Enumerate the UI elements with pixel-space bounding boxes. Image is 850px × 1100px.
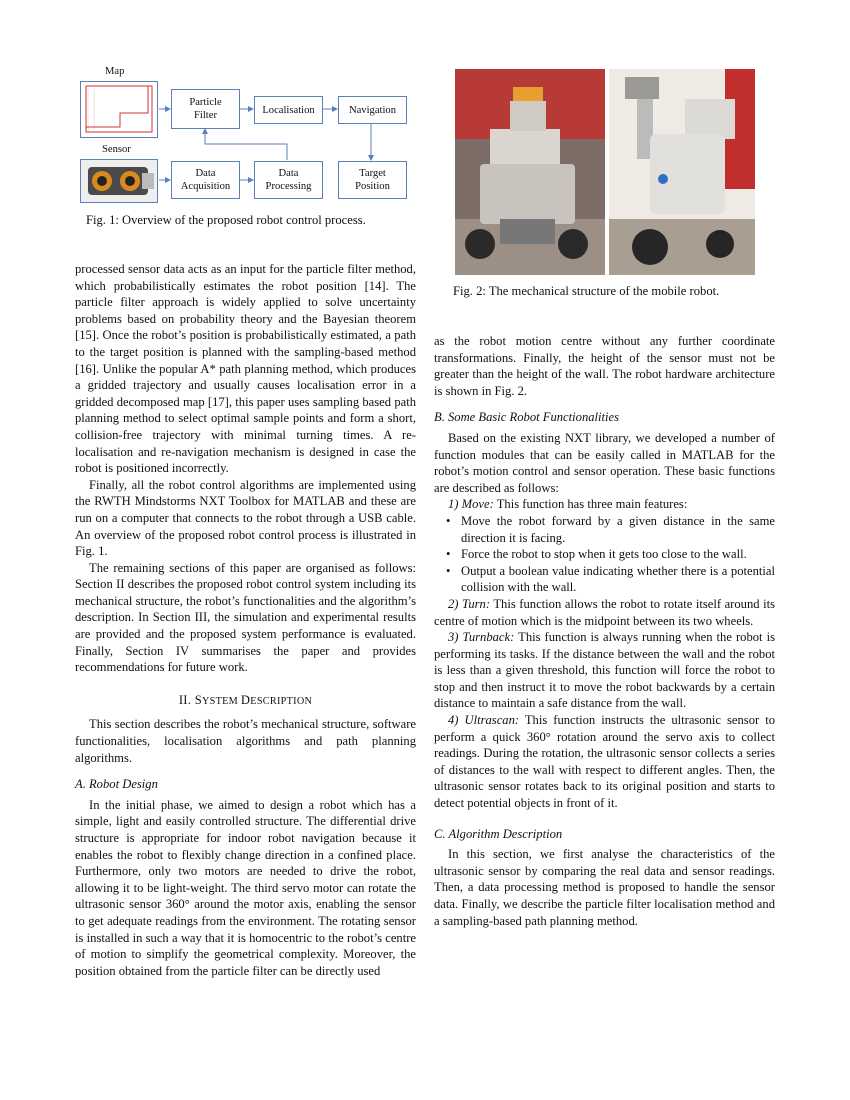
data-processing-box: Data Processing [254, 161, 323, 199]
paragraph: In this section, we first analyse the characteristics of the ultrasonic sensor by comparing the real data and sensor readings. Then, a data processing method is proposed to handle the sensor data. Finally, we describe the particle filter localisation method and a sampling-based path planning method. [434, 847, 775, 928]
paragraph: processed sensor data acts as an input for the particle filter method, which probabilistically estimates the robot position [14]. The particle filter approach is widely applied to solve uncertainty problems based on probability theory and the Bayesian theorem [15]. Once the robot’s position is probabilistically estimated, a path to the target position is planned with the sampling-based method [16]. Unlike the popular A* path planning method, which produces a gridded trajectory and usually causes localisation error in a gridded decomposed map [17], this paper uses sampling based path planning method to select optimal sample points and form a short, collision-free trajectory with minimal turning times. A re-localisation and re-navigation mechanism is designed in case the robot is positioned incorrectly. [75, 262, 416, 476]
robot-photo [455, 69, 755, 275]
paragraph [434, 712, 775, 812]
paragraph: In the initial phase, we aimed to design a robot which has a simple, light and easily controlled structure. The differential drive structure is appropriate for indoor robot navigation because it enables the robot to flexibly change direction in a confined place. Furthermore, only two motors are needed to drive the robot, allowing it to be light-weight. The third servo motor can rotate the ultrasonic sensor 360° around the motor axis, enabling the sensor to get adequate readings from the environment. The rotating sensor is installed in such a way that it is homocentric to the robot’s centre of motion to simplify the geometrical complexity. Moreover, the position obtained from the particle filter can be directly used [75, 797, 416, 978]
function-text: This function allows the robot to rotate itself around its centre of motion which is the midpoint between its two wheels. [434, 596, 776, 628]
figure-2-photo [455, 69, 755, 275]
navigation-box: Navigation [338, 96, 407, 124]
section-number: II. [178, 692, 195, 707]
paragraph: as the robot motion centre without any further coordinate transformations. Finally, the height of the sensor must not be greater than the height of the wall. The robot hardware architecture is shown in Fig. 2. [434, 334, 775, 398]
figure-1-arrows [75, 62, 420, 212]
data-acquisition-box: Data Acquisition [171, 161, 240, 199]
paragraph: The remaining sections of this paper are organised as follows: Section II describes the proposed robot control system including its mechanical structure, the robot’s functionalities and the algorithm’s description. In Section III, the simulation and experimental results are provided and the proposed system performance is evaluated. Finally, Section IV summarises the paper and provides recommendations for future work. [75, 560, 416, 675]
paragraph: Based on the existing NXT library, we developed a number of function modules that can be easily called in MATLAB for the robot’s motion control and sensor operation. These basic functions are described as follows: [434, 430, 775, 495]
list-item: • Force the robot to stop when it gets too close to the wall. [461, 546, 775, 563]
function-title: 4) Ultrascan: [448, 713, 520, 728]
paragraph [434, 629, 775, 712]
function-title: 3) Turnback: [448, 630, 515, 645]
figure-1-caption: Fig. 1: Overview of the proposed robot control process. [86, 213, 366, 227]
function-text: This function is always running when the robot is performing its tasks. If the distance between the wall and the robot is less than a given threshold, this function will force the robot to stop and then instruct it to move the robot backwards by a certain distance to maintain a safe distance from the wall. [434, 630, 775, 711]
right-column [434, 333, 775, 929]
paragraph: Finally, all the robot control algorithms are implemented using the RWTH Mindstorms NXT Toolbox for MATLAB and these are run on a computer that connects to the robot through a USB cable. An overview of the proposed robot control process is illustrated in Fig. 1. [75, 477, 416, 559]
sensor-label: Sensor [102, 144, 131, 155]
paragraph [434, 496, 775, 513]
function-title: 2) Turn: [448, 596, 491, 611]
function-text: This function instructs the ultrasonic sensor to perform a quick 360° rotation around the servo axis to collect readings. During the rotation, the ultrasonic sensor collects a series of distances to the wall with respect to different angles. Then, the ultrasonic sensor rotates back to its original position and starts to detect potential objects in front of it. [434, 713, 775, 811]
section-initial: S [194, 692, 203, 707]
bullet-list [434, 513, 775, 596]
paragraph: This section describes the robot’s mechanical structure, software functionalities, localisation algorithms and path planning algorithms. [75, 717, 416, 765]
subsection-heading: A. Robot Design [75, 777, 158, 792]
particle-filter-box: Particle Filter [171, 89, 240, 129]
target-position-box: Target Position [338, 161, 407, 199]
subsection-heading: B. Some Basic Robot Functionalities [434, 410, 620, 425]
figure-2-caption: Fig. 2: The mechanical structure of the mobile robot. [453, 284, 720, 298]
localisation-box: Localisation [254, 96, 323, 124]
section-smallcaps: YSTEM [202, 695, 241, 707]
list-item: • Move the robot forward by a given distance in the same direction it is facing. [461, 513, 775, 546]
map-label: Map [105, 66, 125, 77]
paragraph [434, 596, 775, 629]
section-heading [75, 692, 416, 711]
section-smallcaps: ESCRIPTION [250, 695, 313, 707]
function-text: This function has three main features: [493, 497, 688, 512]
subsection-heading: C. Algorithm Description [434, 826, 563, 841]
section-initial: D [240, 692, 251, 707]
function-title: 1) Move: [448, 497, 494, 512]
left-column [75, 261, 416, 979]
list-item: • Output a boolean value indicating whether there is a potential collision with the wall. [461, 563, 775, 596]
figure-1 [75, 62, 420, 212]
